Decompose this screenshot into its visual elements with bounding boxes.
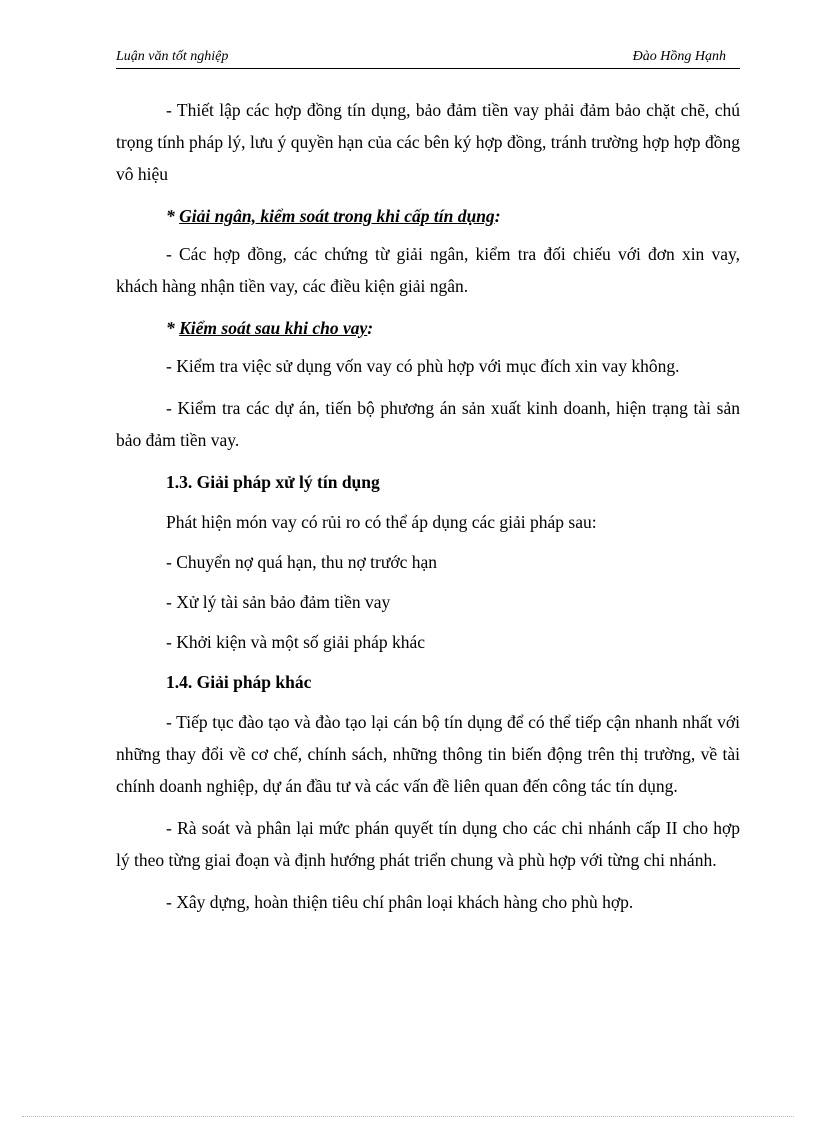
subheading-post-loan-control bbox=[116, 312, 740, 344]
paragraph-disbursement: - Các hợp đồng, các chứng từ giải ngân, kiểm tra đối chiếu với đơn xin vay, khách hàng nhận tiền vay, các điều kiện giải ngân. bbox=[116, 244, 740, 296]
subheading-colon: : bbox=[494, 206, 501, 226]
list-item: - Chuyển nợ quá hạn, thu nợ trước hạn bbox=[166, 552, 438, 572]
list-item: - Khởi kiện và một số giải pháp khác bbox=[166, 632, 426, 652]
header-author: Đào Hồng Hạnh bbox=[632, 49, 726, 64]
list-item: - Xử lý tài sản bảo đảm tiền vay bbox=[166, 592, 391, 612]
paragraph-loan-usage: - Kiểm tra việc sử dụng vốn vay có phù hợp với mục đích xin vay không. bbox=[166, 356, 680, 376]
paragraph-contracts: - Thiết lập các hợp đồng tín dụng, bảo đảm tiền vay phải đảm bảo chặt chẽ, chú trọng tính pháp lý, lưu ý quyền hạn của các bên ký hợp đồng, tránh trường hợp hợp đồng vô hiệu bbox=[116, 100, 740, 184]
subheading-disbursement bbox=[116, 200, 740, 232]
paragraph-review-authority: - Rà soát và phân lại mức phán quyết tín dụng cho các chi nhánh cấp II cho hợp lý theo từng giai đoạn và định hướng phát triển chung và phù hợp với từng chi nhánh. bbox=[116, 818, 740, 870]
subheading-post-loan-control-text: Kiểm soát sau khi cho vay bbox=[179, 318, 368, 338]
subheading-star: * bbox=[166, 206, 180, 226]
section-heading-1-4: 1.4. Giải pháp khác bbox=[166, 672, 312, 692]
section-heading-1-3: 1.3. Giải pháp xử lý tín dụng bbox=[166, 472, 380, 492]
paragraph-customer-classification: - Xây dựng, hoàn thiện tiêu chí phân loại khách hàng cho phù hợp. bbox=[166, 892, 634, 912]
paragraph-risk-intro: Phát hiện món vay có rủi ro có thể áp dụng các giải pháp sau: bbox=[166, 512, 597, 532]
document-body bbox=[116, 94, 740, 928]
subheading-colon: : bbox=[367, 318, 374, 338]
subheading-disbursement-text: Giải ngân, kiểm soát trong khi cấp tín dụng bbox=[179, 206, 495, 226]
paragraph-project-check: - Kiểm tra các dự án, tiến bộ phương án sản xuất kinh doanh, hiện trạng tài sản bảo đảm tiền vay. bbox=[116, 398, 740, 450]
page-header bbox=[116, 48, 740, 69]
paragraph-training: - Tiếp tục đào tạo và đào tạo lại cán bộ tín dụng để có thể tiếp cận nhanh nhất với những thay đổi về cơ chế, chính sách, những thông tin biến động trên thị trường, về tài chính doanh nghiệp, dự án đầu tư và các vấn đề liên quan đến công tác tín dụng. bbox=[116, 712, 740, 796]
header-thesis-title: Luận văn tốt nghiệp bbox=[116, 49, 229, 64]
subheading-star: * bbox=[166, 318, 180, 338]
footer-divider bbox=[22, 1116, 794, 1117]
